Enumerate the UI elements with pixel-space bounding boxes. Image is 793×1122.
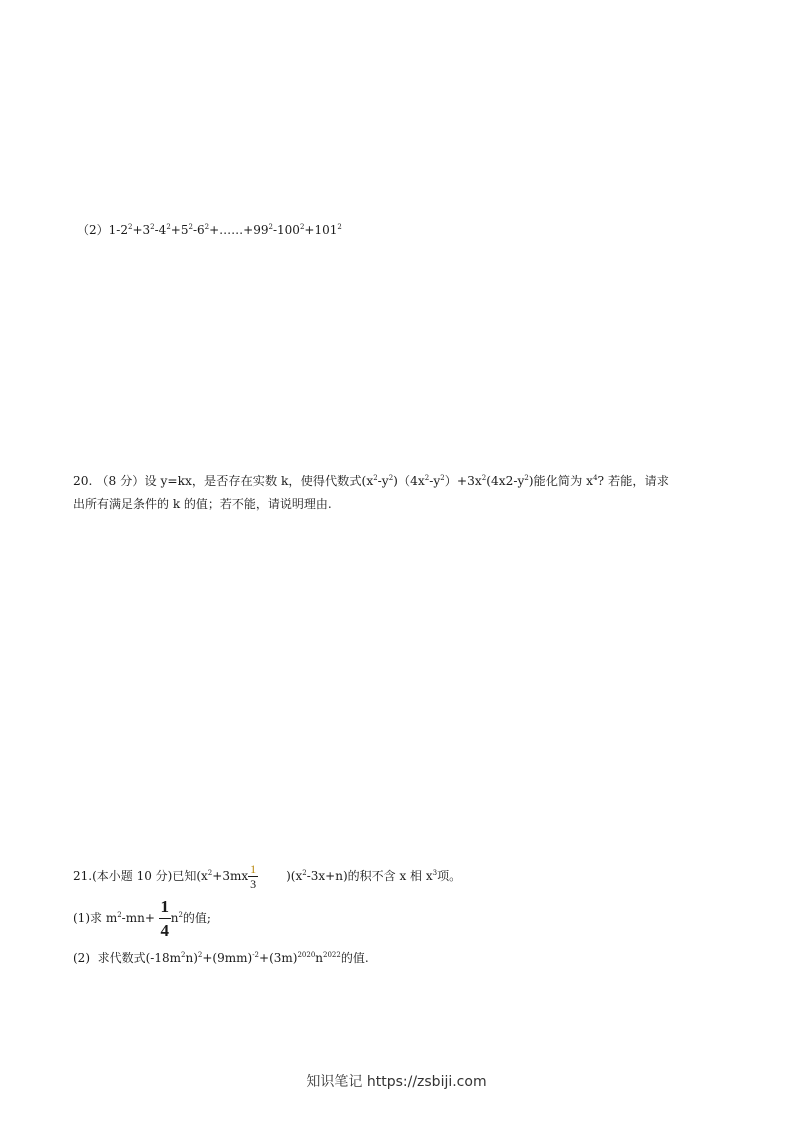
question-20-line-1: 20. （8 分）设 y=kx，是否存在实数 k，使得代数式$(x^2-y^2)(4x^2-y^2)+3x^2(4x2-y^2)$能化简为 $x^4$? 若能，请求 bbox=[73, 474, 669, 488]
question-19-part-2 bbox=[77, 222, 342, 238]
question-21-intro: 21.(本小题 10 分)已知($x^2+3mx$ $\frac{1}{3}$ )$(x^2-3x+n)$的积不含 x 相 $x^3$项。 bbox=[73, 862, 462, 891]
footer-watermark: 知识笔记 https://zsbiji.com bbox=[306, 1074, 487, 1090]
question-21-part-2: (2) 求代数式$(-18m^2n)^2+(9mm)^{-2}+(3m)^{2020}n^{2022}$的值. bbox=[73, 951, 369, 965]
question-21-part-1: (1)求 $m^2-mn+$ $\frac{1}{4}$ $n^2$的值; bbox=[73, 897, 211, 940]
part-label: （2） bbox=[77, 223, 109, 237]
question-20-line-2: 出所有满足条件的 k 的值；若不能，请说明理由. bbox=[73, 497, 332, 511]
fraction-one-quarter: $\frac{1}{4}$ bbox=[160, 897, 169, 940]
fraction-one-third: $\frac{1}{3}$ bbox=[250, 862, 257, 891]
expression: $1-2^2+3^2-4^2+5^2-6^2+\dots\dots+99^2-100^2+101^2$ bbox=[108, 223, 342, 237]
